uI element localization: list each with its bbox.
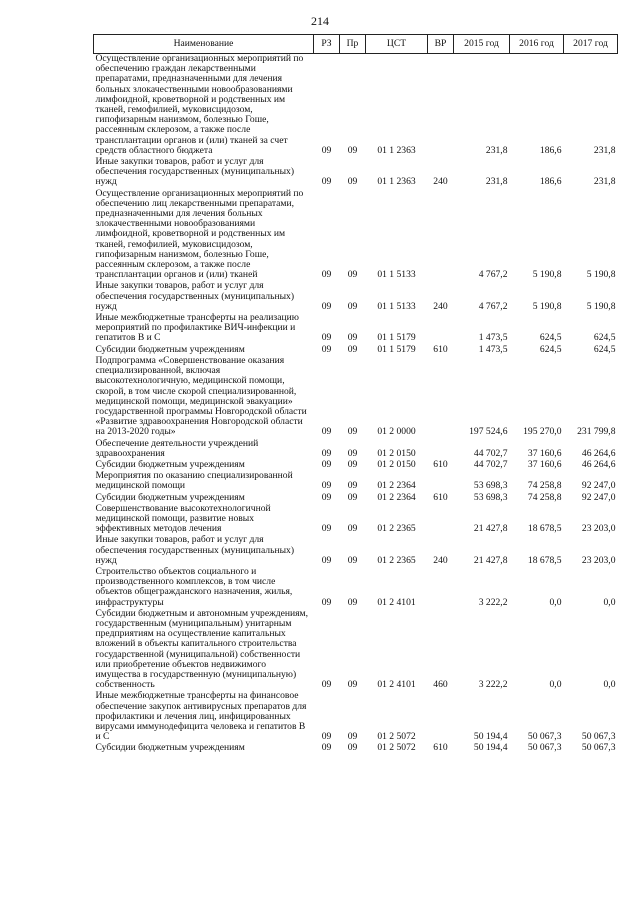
row-amount-2017: 0,0 [603,596,616,608]
row-amount-2017: 0,0 [603,679,616,691]
row-name: Совершенствование высокотехнологичной медицинской помощи, развитие новых эффективных методов лечения [95,502,271,535]
row-vr: 240 [433,300,448,312]
row-cst: 01 2 2364 [377,491,416,503]
row-vr [428,313,454,345]
row-amount-2015: 50 194,4 [473,731,508,743]
row-vr [428,356,454,439]
row-amount-2017: 23 203,0 [581,523,616,535]
row-rz: 09 [321,458,332,470]
row-amount-2016: 18 678,5 [527,523,562,535]
header-2016: 2016 год [510,35,564,54]
row-cst: 01 2 4101 [377,596,416,608]
row-pr: 09 [347,731,358,743]
row-amount-2016: 50 067,3 [527,742,562,754]
row-cst: 01 2 0000 [377,426,416,438]
header-name: Наименование [94,35,314,54]
row-vr [428,54,454,158]
row-pr: 09 [347,447,358,459]
row-amount-2016: 18 678,5 [527,554,562,566]
row-pr: 09 [347,343,358,355]
row-amount-2017: 231,8 [593,176,616,188]
row-name: Субсидии бюджетным учреждениям [95,343,245,355]
row-name: Подпрограмма «Совершенствование оказания специализированной, включая высокотехнологичную, медицинской помощи, скорой, в том числе скорой специализированной, медицинской помощи, медицинской эвакуации» государственной программы Новгородской области «Развитие здравоохранения Новгородской области на 2013-2020 годы» [95,354,307,438]
row-cst: 01 1 5179 [377,343,416,355]
row-pr: 09 [347,554,358,566]
row-name: Иные закупки товаров, работ и услуг для обеспечения государственных (муниципальных) нужд [95,156,295,188]
row-name: Иные закупки товаров, работ и услуг для обеспечения государственных (муниципальных) нужд [95,534,295,566]
row-rz: 09 [321,332,332,344]
table-row [94,281,618,313]
table-body [94,54,618,755]
row-amount-2015: 50 194,4 [473,742,508,754]
row-cst: 01 1 2363 [377,176,416,188]
row-amount-2015: 1 473,5 [478,343,508,355]
row-vr [428,504,454,536]
table-row [94,471,618,492]
row-amount-2016: 624,5 [539,332,562,344]
header-2015: 2015 год [454,35,510,54]
row-rz: 09 [321,300,332,312]
row-amount-2017: 5 190,8 [586,269,616,281]
row-amount-2016: 50 067,3 [527,731,562,743]
row-amount-2016: 5 190,8 [532,269,562,281]
row-vr: 610 [433,742,448,754]
row-amount-2016: 195 270,0 [523,426,562,438]
header-pr: Пр [340,35,366,54]
row-amount-2016: 624,5 [539,343,562,355]
row-rz: 09 [321,491,332,503]
row-vr: 610 [433,491,448,503]
row-name: Субсидии бюджетным учреждениям [95,491,245,503]
header-cst: ЦСТ [366,35,428,54]
row-cst: 01 2 4101 [377,679,416,691]
row-pr: 09 [347,300,358,312]
row-rz: 09 [321,523,332,535]
row-amount-2016: 37 160,6 [527,447,562,459]
table-row [94,189,618,282]
table-row [94,504,618,536]
row-name: Иные закупки товаров, работ и услуг для обеспечения государственных (муниципальных) нужд [95,280,295,312]
row-cst: 01 1 5179 [377,332,416,344]
header-rz: РЗ [314,35,340,54]
table-row [94,439,618,460]
row-amount-2017: 46 264,6 [581,447,616,459]
row-amount-2017: 50 067,3 [581,742,616,754]
row-amount-2015: 231,8 [485,144,508,156]
row-pr: 09 [347,742,358,754]
row-vr [428,189,454,282]
row-pr: 09 [347,269,358,281]
row-vr: 460 [433,679,448,691]
row-amount-2015: 231,8 [485,176,508,188]
table-row [94,54,618,158]
row-rz: 09 [321,176,332,188]
row-rz: 09 [321,679,332,691]
row-rz: 09 [321,269,332,281]
row-rz: 09 [321,343,332,355]
row-name: Субсидии бюджетным учреждениям [95,742,245,754]
row-cst: 01 2 0150 [377,447,416,459]
row-amount-2015: 4 767,2 [478,269,508,281]
row-amount-2016: 5 190,8 [532,300,562,312]
row-pr: 09 [347,596,358,608]
row-amount-2016: 186,6 [539,144,562,156]
row-rz: 09 [321,731,332,743]
table-row [94,609,618,692]
row-vr: 240 [433,554,448,566]
row-amount-2016: 37 160,6 [527,458,562,470]
row-name: Осуществление организационных мероприятий по обеспечению лиц лекарственными препаратами, предназначенными для лечения больных злокачественными новообразованиями лимфоидной, кроветворной и родственных им тканей, гемофилией, муковисцидозом, гипофизарным нанизмом, болезнью Гоше, рассеянным склерозом, а также после трансплантации органов и (или) тканей [95,187,304,281]
row-amount-2017: 92 247,0 [581,491,616,503]
row-pr: 09 [347,458,358,470]
row-vr [428,567,454,609]
row-vr: 610 [433,343,448,355]
row-amount-2016: 0,0 [549,596,562,608]
row-name: Осуществление организационных мероприятий по обеспечению граждан лекарственными препаратами, предназначенными для лечения больных злокачественными новообразованиями лимфоидной, кроветворной и родственных им тканей, гемофилией, муковисцидозом, гипофизарным нанизмом, болезнью Гоше, рассеянным склерозом, а также после трансплантации органов и (или) тканей за счет средств областного бюджета [95,53,304,156]
header-2017: 2017 год [564,35,618,54]
table-row [94,691,618,743]
row-amount-2015: 44 702,7 [473,458,508,470]
row-amount-2015: 53 698,3 [473,480,508,492]
row-rz: 09 [321,742,332,754]
row-pr: 09 [347,176,358,188]
row-amount-2016: 0,0 [549,679,562,691]
row-cst: 01 2 2364 [377,480,416,492]
row-cst: 01 2 0150 [377,458,416,470]
row-name: Субсидии бюджетным и автономным учреждениям, государственным (муниципальным) унитарным предприятиям на осуществление капитальных вложений в объекты капитального строительства государственной (муниципальной) собственности или приобретение объектов недвижимого имущества в государственную (муниципальную) собственность [95,607,309,691]
row-vr [428,439,454,460]
table-row [94,356,618,439]
table-row [94,567,618,609]
row-amount-2017: 23 203,0 [581,554,616,566]
row-rz: 09 [321,480,332,492]
row-cst: 01 1 2363 [377,144,416,156]
row-amount-2016: 74 258,8 [527,491,562,503]
row-name: Строительство объектов социального и производственного комплексов, в том числе объектов общегражданского назначения, жилья, инфраструктуры [95,565,293,608]
table-header-row [94,35,618,54]
row-pr: 09 [347,523,358,535]
header-vr: ВР [428,35,454,54]
row-cst: 01 2 5072 [377,731,416,743]
row-rz: 09 [321,426,332,438]
row-amount-2015: 44 702,7 [473,447,508,459]
row-pr: 09 [347,332,358,344]
row-vr [428,471,454,492]
row-amount-2015: 53 698,3 [473,491,508,503]
row-cst: 01 1 5133 [377,269,416,281]
row-rz: 09 [321,596,332,608]
table-row [94,157,618,189]
row-amount-2015: 4 767,2 [478,300,508,312]
row-amount-2015: 3 222,2 [478,596,508,608]
row-vr: 240 [433,176,448,188]
row-amount-2015: 21 427,8 [473,554,508,566]
row-amount-2015: 1 473,5 [478,332,508,344]
row-name: Иные межбюджетные трансферты на реализацию мероприятий по профилактике ВИЧ-инфекции и гепатитов В и С [95,312,299,344]
row-pr: 09 [347,480,358,492]
row-pr: 09 [347,491,358,503]
row-amount-2017: 46 264,6 [581,458,616,470]
row-pr: 09 [347,144,358,156]
budget-table [93,34,618,755]
table-row [94,313,618,345]
row-amount-2017: 231 799,8 [577,426,616,438]
row-name: Мероприятия по оказанию специализированной медицинской помощи [95,470,293,492]
row-cst: 01 2 2365 [377,523,416,535]
row-name: Субсидии бюджетным учреждениям [95,458,245,470]
row-cst: 01 1 5133 [377,300,416,312]
row-amount-2016: 74 258,8 [527,480,562,492]
row-amount-2017: 5 190,8 [586,300,616,312]
row-amount-2017: 624,5 [593,332,616,344]
row-pr: 09 [347,426,358,438]
table-row [94,743,618,754]
row-vr: 610 [433,458,448,470]
row-rz: 09 [321,144,332,156]
row-amount-2015: 197 524,6 [469,426,508,438]
table-row [94,535,618,567]
row-amount-2017: 624,5 [593,343,616,355]
row-rz: 09 [321,554,332,566]
row-pr: 09 [347,679,358,691]
row-amount-2015: 21 427,8 [473,523,508,535]
row-amount-2017: 231,8 [593,144,616,156]
page-number: 214 [311,14,329,28]
row-rz: 09 [321,447,332,459]
row-amount-2015: 3 222,2 [478,679,508,691]
row-vr [428,691,454,743]
row-name: Обеспечение деятельности учреждений здравоохранения [95,437,259,459]
row-cst: 01 2 2365 [377,554,416,566]
row-name: Иные межбюджетные трансферты на финансовое обеспечение закупок антивирусных препаратов для профилактики и лечения лиц, инфицированных вирусами иммунодефицита человека и гепатитов В и С [95,690,307,743]
row-amount-2017: 50 067,3 [581,731,616,743]
row-amount-2016: 186,6 [539,176,562,188]
row-cst: 01 2 5072 [377,742,416,754]
row-amount-2017: 92 247,0 [581,480,616,492]
